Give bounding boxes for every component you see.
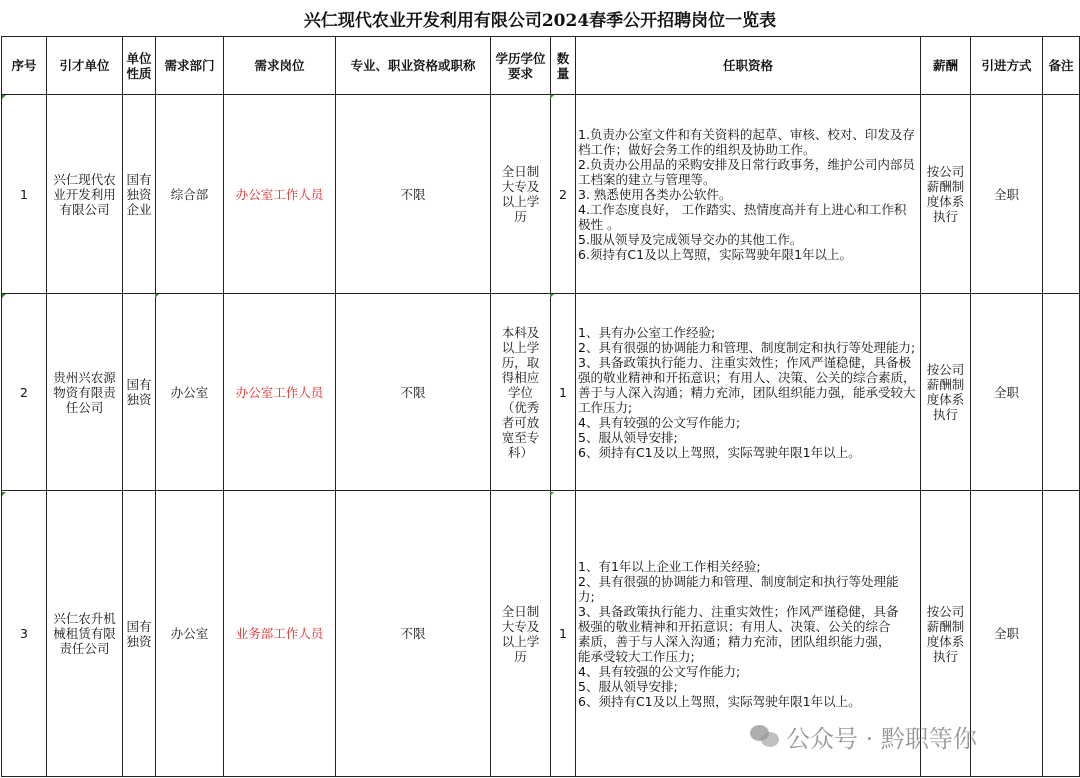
corner-mark — [2, 492, 6, 496]
header-row — [2, 37, 1080, 95]
corner-mark — [550, 294, 554, 298]
qualification-line: 力; — [578, 588, 595, 604]
table-row — [2, 294, 1080, 491]
cell-education: 全日制大专及以上学历 — [491, 491, 551, 777]
qualification-line: 1、具有办公室工作经验; — [578, 324, 716, 340]
qualification-line: 4、具有较强的公文写作能力; — [578, 414, 741, 430]
cell-major: 不限 — [336, 294, 491, 491]
qualification-line: 5、服从领导安排; — [578, 429, 678, 445]
cell-seq: 3 — [2, 491, 47, 777]
header-unit: 引才单位 — [47, 37, 123, 95]
cell-hire-method: 全职 — [971, 491, 1043, 777]
qualification-line: 1.负责办公室文件和有关资料的起草、审核、校对、印发及存档工作；做好会务工作的组织及协助工作。 — [578, 126, 915, 157]
corner-mark — [2, 95, 6, 99]
header-education: 学历学位要求 — [491, 37, 551, 95]
cell-salary: 按公司薪酬制度体系执行 — [921, 491, 971, 777]
cell-position: 办公室工作人员 — [224, 95, 336, 294]
header-major: 专业、职业资格或职称 — [336, 37, 491, 95]
cell-unit-type: 国有独资 — [123, 491, 156, 777]
cell-count: 1 — [551, 294, 576, 491]
cell-note — [1043, 491, 1080, 777]
cell-note — [1043, 294, 1080, 491]
corner-mark — [2, 294, 6, 298]
cell-hire-method: 全职 — [971, 294, 1043, 491]
cell-dept: 综合部 — [156, 95, 224, 294]
cell-salary: 按公司薪酬制度体系执行 — [921, 294, 971, 491]
qualification-line: 3、具备政策执行能力、注重实效性；作风严谨稳健，具备 — [578, 603, 899, 619]
qualification-line: 6.须持有C1及以上驾照，实际驾驶年限1年以上。 — [578, 246, 853, 262]
corner-mark — [155, 294, 159, 298]
cell-education: 全日制大专及以上学历 — [491, 95, 551, 294]
qualification-line: 1、有1年以上企业工作相关经验; — [578, 558, 761, 574]
cell-hire-method: 全职 — [971, 95, 1043, 294]
qualification-line: 2、具有很强的协调能力和管理、制度制定和执行等处理能力; — [578, 339, 916, 355]
cell-count: 2 — [551, 95, 576, 294]
cell-education: 本科及以上学历，取得相应学位（优秀者可放宽至专科） — [491, 294, 551, 491]
header-unit-type: 单位性质 — [123, 37, 156, 95]
header-qualifications: 任职资格 — [576, 37, 921, 95]
recruitment-table — [1, 36, 1080, 777]
title-text: 兴仁现代农业开发利用有限公司2024春季公开招聘岗位一览表 — [303, 10, 777, 31]
header-salary: 薪酬 — [921, 37, 971, 95]
cell-qualifications — [576, 95, 921, 294]
header-hire-method: 引进方式 — [971, 37, 1043, 95]
qualification-line: 2、具有很强的协调能力和管理、制度制定和执行等处理能 — [578, 573, 899, 589]
qualification-line: 6、须持有C1及以上驾照，实际驾驶年限1年以上。 — [578, 693, 861, 709]
cell-unit-type: 国有独资 — [123, 294, 156, 491]
cell-count: 1 — [551, 491, 576, 777]
cell-unit: 贵州兴农源物资有限责任公司 — [47, 294, 123, 491]
cell-salary: 按公司薪酬制度体系执行 — [921, 95, 971, 294]
qualification-line: 5.服从领导及完成领导交办的其他工作。 — [578, 231, 803, 247]
header-position: 需求岗位 — [224, 37, 336, 95]
qualification-line: 4、具有较强的公文写作能力; — [578, 663, 741, 679]
page-title — [0, 0, 1080, 36]
cell-major: 不限 — [336, 95, 491, 294]
cell-unit: 兴仁现代农业开发利用有限公司 — [47, 95, 123, 294]
cell-note — [1043, 95, 1080, 294]
header-note: 备注 — [1043, 37, 1080, 95]
cell-seq: 2 — [2, 294, 47, 491]
cell-dept: 办公室 — [156, 294, 224, 491]
header-dept: 需求部门 — [156, 37, 224, 95]
table-row — [2, 491, 1080, 777]
header-count: 数量 — [551, 37, 576, 95]
header-seq: 序号 — [2, 37, 47, 95]
cell-major: 不限 — [336, 491, 491, 777]
cell-qualifications — [576, 294, 921, 491]
qualification-line: 6、须持有C1及以上驾照，实际驾驶年限1年以上。 — [578, 444, 861, 460]
qualification-line: 2.负责办公用品的采购安排及日常行政事务，维护公司内部员工档案的建立与管理等。 — [578, 156, 915, 187]
qualification-line: 3、具备政策执行能力、注重实效性；作风严谨稳健，具备极强的敬业精神和开拓意识；有用人、决策、公关的综合素质，善于与人深入沟通；精力充沛，团队组织能力强，能承受较大工作压力; — [578, 354, 916, 415]
table-row — [2, 95, 1080, 294]
qualification-line: 4.工作态度良好， 工作踏实、热情度高并有上进心和工作积极性 。 — [578, 201, 907, 232]
qualification-line: 3. 熟悉使用各类办公软件。 — [578, 186, 732, 202]
cell-unit-type: 国有独资企业 — [123, 95, 156, 294]
cell-position: 业务部工作人员 — [224, 491, 336, 777]
cell-unit: 兴仁农升机械租赁有限责任公司 — [47, 491, 123, 777]
qualification-line: 素质，善于与人深入沟通；精力充沛，团队组织能力强， — [578, 633, 891, 649]
watermark-text: 公众号 · 黔职等你 — [786, 724, 977, 753]
corner-mark — [550, 492, 554, 496]
corner-mark — [550, 95, 554, 99]
cell-dept: 办公室 — [156, 491, 224, 777]
qualification-line: 能承受较大工作压力; — [578, 648, 695, 664]
qualification-line: 极强的敬业精神和开拓意识；有用人、决策、公关的综合 — [578, 618, 891, 634]
cell-position: 办公室工作人员 — [224, 294, 336, 491]
cell-seq: 1 — [2, 95, 47, 294]
qualification-line: 5、服从领导安排; — [578, 678, 678, 694]
cell-qualifications — [576, 491, 921, 777]
